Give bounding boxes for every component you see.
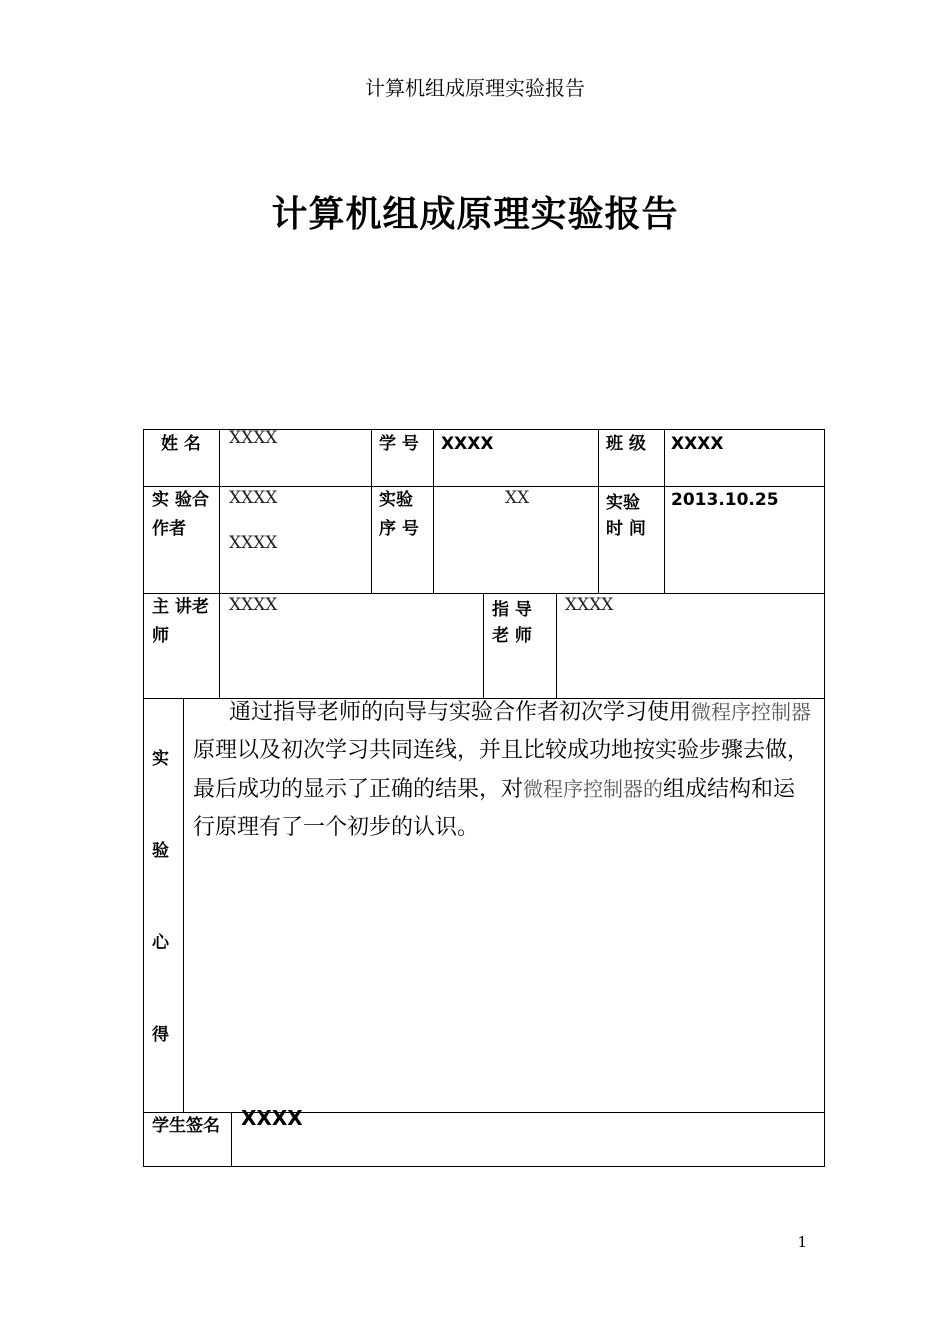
advisor-value: XXXX [565, 595, 614, 615]
lecturer-label-line2: 师 [152, 626, 169, 646]
experience-text-part: 通过指导老师的向导与实验合作者初次学习使用 [229, 700, 692, 725]
exp-no-label-line1: 实验 [379, 490, 413, 510]
partner-label-line2: 作者 [152, 519, 186, 539]
experience-label-char: 得 [152, 1025, 169, 1045]
partner-label-line1: 实 验合 [152, 490, 209, 510]
name-value: XXXX [229, 428, 278, 448]
cell-divider [371, 430, 372, 593]
running-header: 计算机组成原理实验报告 [365, 76, 585, 100]
cell-divider [183, 698, 184, 1112]
exp-time-value: 2013.10.25 [671, 490, 779, 510]
student-id-label: 学 号 [379, 434, 419, 454]
experience-label-char: 心 [152, 933, 169, 953]
advisor-label-line1: 指 导 [492, 600, 532, 620]
partner-value-line2: XXXX [229, 533, 278, 553]
experience-text-part: 原理以及初次学习共同连线，并且比较成功地按实验步骤去做，最后成功的显示了正确的结果，对 [193, 738, 810, 802]
name-label: 姓 名 [161, 434, 201, 454]
cell-divider [219, 430, 220, 593]
class-value: XXXX [671, 434, 724, 454]
exp-no-label-line2: 序 号 [379, 519, 419, 539]
exp-time-label-line2: 时 间 [606, 519, 646, 539]
page-number: 1 [797, 1233, 807, 1251]
cell-divider [664, 430, 665, 593]
cell-divider [556, 593, 557, 698]
experience-text [193, 693, 813, 847]
exp-no-value: XX [505, 488, 530, 508]
class-label: 班 级 [606, 434, 646, 454]
cell-divider [598, 430, 599, 593]
cell-divider [433, 430, 434, 593]
student-id-value: XXXX [441, 434, 494, 454]
lecturer-label-line1: 主 讲老 [152, 597, 209, 617]
cell-divider [483, 593, 484, 698]
signature-label: 学生签名 [152, 1116, 220, 1136]
signature-value: XXXX [241, 1106, 303, 1130]
experience-text-highlight: 微程序控制器 [691, 700, 812, 724]
experience-text-highlight: 微程序控制器的 [523, 777, 664, 801]
advisor-label-line2: 老 师 [492, 626, 532, 646]
experience-label-char: 实 [152, 749, 169, 769]
partner-value-line1: XXXX [229, 488, 278, 508]
experience-text-part: 组成结构和运行原理有了一个初步的认识。 [193, 777, 796, 840]
exp-time-label-line1: 实验 [606, 493, 640, 513]
page-title: 计算机组成原理实验报告 [271, 194, 679, 235]
experience-label-char: 验 [152, 841, 169, 861]
lecturer-value: XXXX [229, 595, 278, 615]
cell-divider [219, 593, 220, 698]
cell-divider [231, 1112, 232, 1167]
